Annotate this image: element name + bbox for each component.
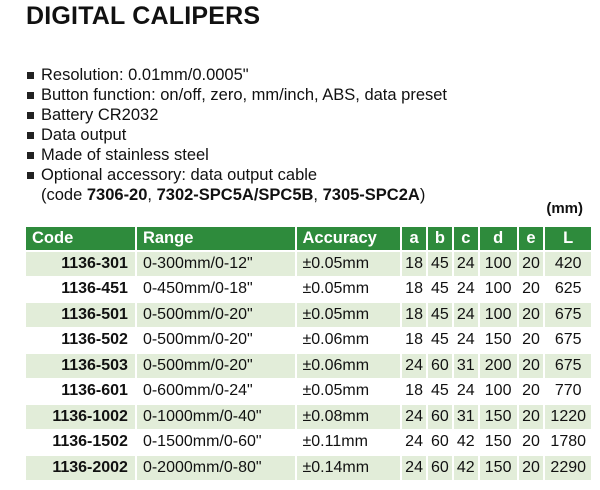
unit-label: (mm) [546,200,583,217]
cell-b: 45 [427,251,453,277]
cell-e: 20 [518,353,545,379]
feature-item: Made of stainless steel [26,145,447,165]
table-header-row [26,227,592,251]
cell-range: 0-500mm/0-20" [136,328,296,354]
cell-c: 24 [453,328,479,354]
cell-e: 20 [518,455,545,480]
column-header-c: c [453,227,479,251]
cell-code: 1136-301 [26,251,136,277]
cell-code: 1136-451 [26,277,136,303]
table-row [26,379,592,405]
cell-b: 60 [427,353,453,379]
column-header-d: d [479,227,518,251]
cell-b: 45 [427,379,453,405]
cell-e: 20 [518,379,545,405]
accessory-code: 7305-SPC2A [322,186,420,204]
cell-a: 18 [401,328,427,354]
cell-accuracy: ±0.05mm [296,277,402,303]
table-row [26,404,592,430]
cell-accuracy: ±0.14mm [296,455,402,480]
cell-a: 18 [401,251,427,277]
feature-item: Optional accessory: data output cable [26,165,447,185]
cell-d: 100 [479,302,518,328]
table-row [26,328,592,354]
cell-b: 45 [427,277,453,303]
cell-e: 20 [518,302,545,328]
square-bullet-icon [27,172,34,179]
feature-item: Button function: on/off, zero, mm/inch, ABS, data preset [26,85,447,105]
feature-list [26,65,447,205]
column-header-b: b [427,227,453,251]
accessory-code: 7302-SPC5A/SPC5B [156,186,314,204]
table-row [26,251,592,277]
cell-l: 420 [544,251,592,277]
cell-c: 24 [453,302,479,328]
cell-c: 42 [453,455,479,480]
cell-e: 20 [518,277,545,303]
cell-l: 2290 [544,455,592,480]
cell-accuracy: ±0.06mm [296,353,402,379]
cell-d: 150 [479,430,518,456]
cell-code: 1136-501 [26,302,136,328]
feature-item: Battery CR2032 [26,105,447,125]
table-row [26,430,592,456]
square-bullet-icon [27,112,34,119]
square-bullet-icon [27,72,34,79]
cell-l: 675 [544,302,592,328]
column-header-e: e [518,227,545,251]
cell-l: 675 [544,328,592,354]
cell-d: 150 [479,328,518,354]
cell-range: 0-1000mm/0-40" [136,404,296,430]
cell-a: 18 [401,302,427,328]
cell-b: 60 [427,455,453,480]
cell-l: 625 [544,277,592,303]
column-header-l: L [544,227,592,251]
cell-range: 0-500mm/0-20" [136,353,296,379]
cell-code: 1136-503 [26,353,136,379]
column-header-range: Range [136,227,296,251]
cell-c: 31 [453,404,479,430]
cell-accuracy: ±0.05mm [296,251,402,277]
table-row [26,353,592,379]
cell-range: 0-450mm/0-18" [136,277,296,303]
cell-accuracy: ±0.11mm [296,430,402,456]
cell-d: 100 [479,379,518,405]
specs-table [26,227,593,480]
cell-a: 24 [401,430,427,456]
cell-c: 42 [453,430,479,456]
cell-e: 20 [518,251,545,277]
feature-item: Resolution: 0.01mm/0.0005" [26,65,447,85]
cell-l: 1220 [544,404,592,430]
cell-range: 0-300mm/0-12" [136,251,296,277]
cell-d: 100 [479,277,518,303]
cell-c: 31 [453,353,479,379]
column-header-code: Code [26,227,136,251]
cell-l: 770 [544,379,592,405]
table-row [26,302,592,328]
cell-accuracy: ±0.06mm [296,328,402,354]
cell-d: 100 [479,251,518,277]
cell-code: 1136-1502 [26,430,136,456]
cell-code: 1136-502 [26,328,136,354]
cell-l: 1780 [544,430,592,456]
cell-a: 24 [401,455,427,480]
table-row [26,277,592,303]
cell-a: 24 [401,353,427,379]
cell-range: 0-500mm/0-20" [136,302,296,328]
accessory-code: 7306-20 [86,186,148,204]
cell-b: 60 [427,430,453,456]
column-header-accuracy: Accuracy [296,227,402,251]
square-bullet-icon [27,92,34,99]
cell-a: 24 [401,404,427,430]
cell-range: 0-2000mm/0-80" [136,455,296,480]
cell-d: 150 [479,404,518,430]
cell-l: 675 [544,353,592,379]
table-row [26,455,592,480]
cell-a: 18 [401,277,427,303]
cell-b: 45 [427,302,453,328]
square-bullet-icon [27,152,34,159]
page-title: DIGITAL CALIPERS [26,2,261,30]
cell-c: 24 [453,277,479,303]
cell-accuracy: ±0.05mm [296,379,402,405]
cell-a: 18 [401,379,427,405]
cell-d: 150 [479,455,518,480]
cell-e: 20 [518,404,545,430]
cell-accuracy: ±0.08mm [296,404,402,430]
cell-code: 1136-601 [26,379,136,405]
cell-range: 0-600mm/0-24" [136,379,296,405]
cell-b: 45 [427,328,453,354]
cell-e: 20 [518,430,545,456]
cell-b: 60 [427,404,453,430]
cell-accuracy: ±0.05mm [296,302,402,328]
cell-c: 24 [453,379,479,405]
feature-item: Data output [26,125,447,145]
cell-c: 24 [453,251,479,277]
accessory-codes: (code 7306-20, 7302-SPC5A/SPC5B, 7305-SPC2A) [41,186,426,204]
cell-d: 200 [479,353,518,379]
cell-range: 0-1500mm/0-60" [136,430,296,456]
cell-code: 1136-2002 [26,455,136,480]
table-body [26,251,592,480]
column-header-a: a [401,227,427,251]
square-bullet-icon [27,132,34,139]
cell-e: 20 [518,328,545,354]
cell-code: 1136-1002 [26,404,136,430]
